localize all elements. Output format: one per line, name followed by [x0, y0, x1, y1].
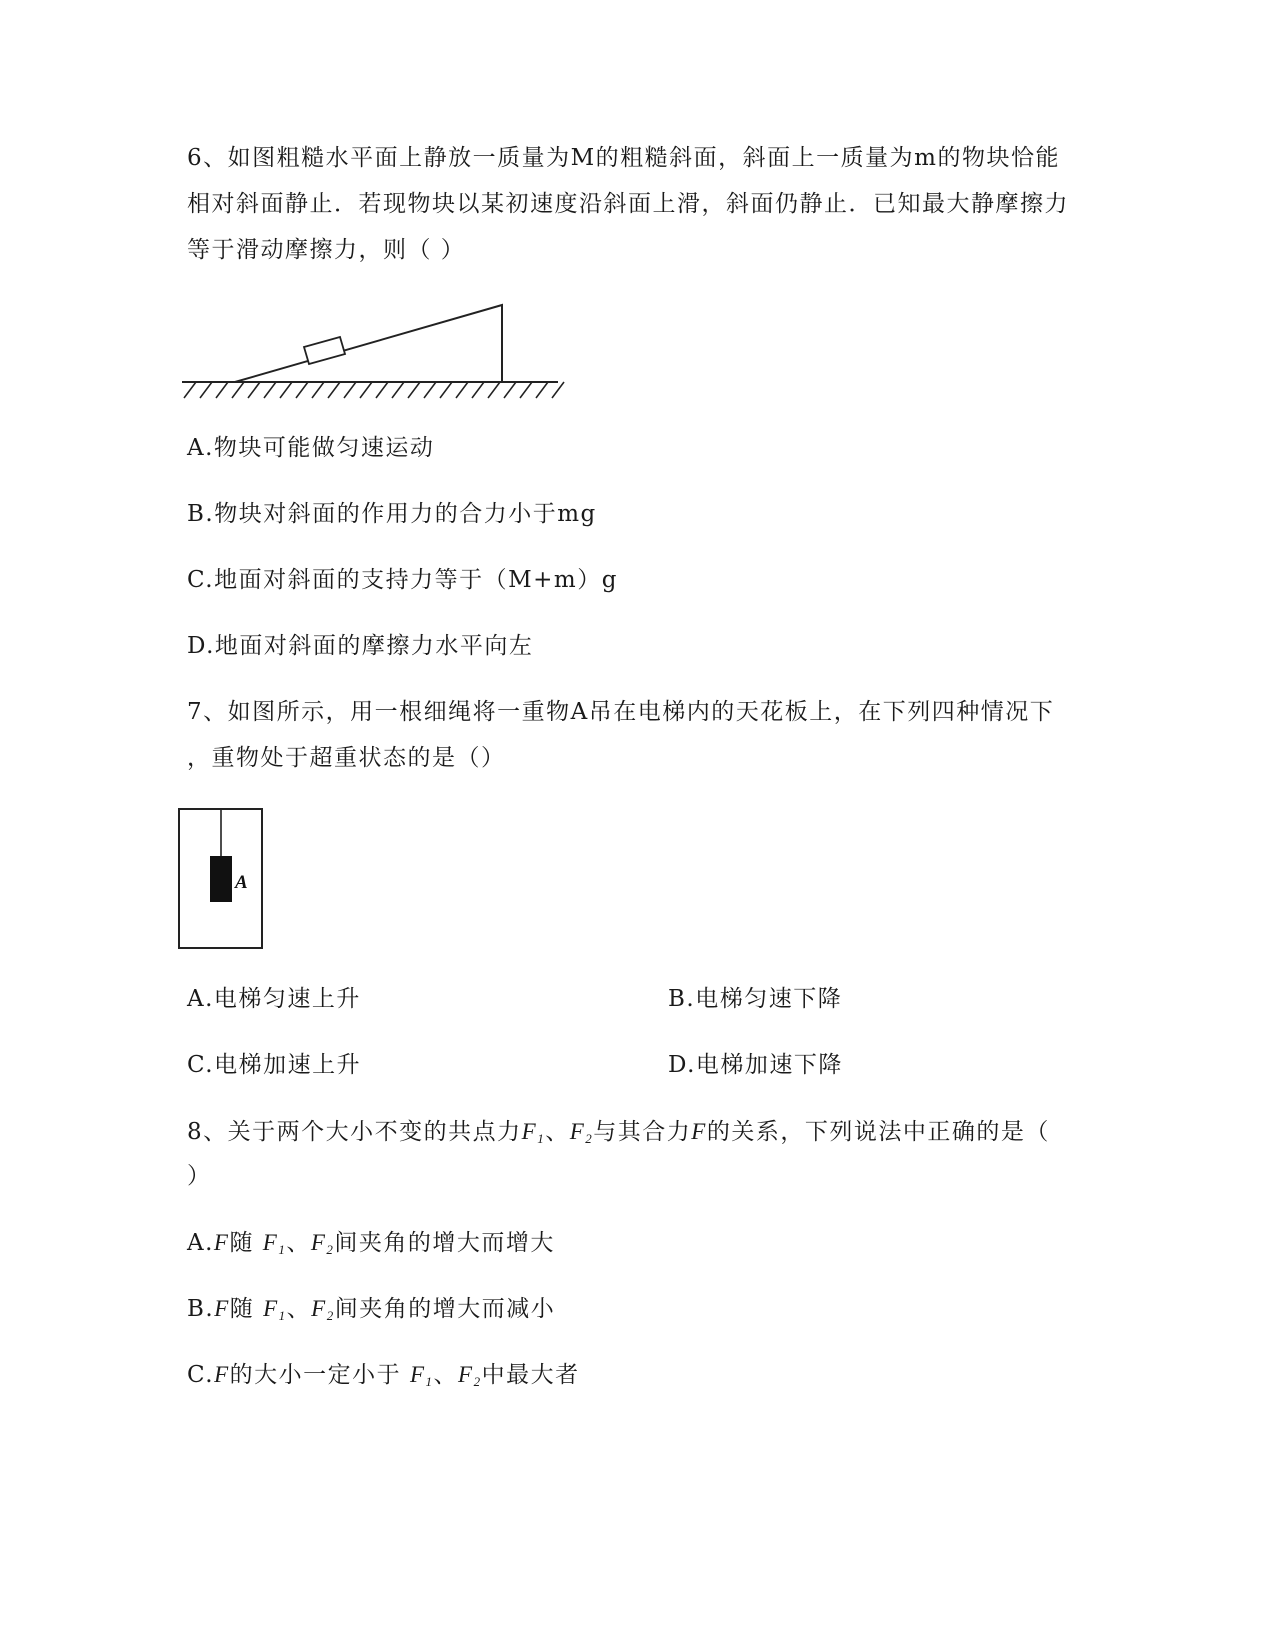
f1-subscript: 1 [537, 1131, 546, 1146]
hatch-mark [520, 382, 532, 398]
f1-subscript: 1 [278, 1242, 287, 1257]
sliding-block [304, 337, 345, 364]
f-symbol: F [214, 1296, 230, 1321]
f1-subscript: 1 [425, 1374, 434, 1389]
q6-option-d: D.地面对斜面的摩擦力水平向左 [187, 633, 534, 659]
hatch-mark [392, 382, 404, 398]
hatch-mark [344, 382, 356, 398]
hatch-mark [200, 382, 212, 398]
weight-label: A [235, 872, 248, 893]
option-text: 随 [229, 1230, 254, 1256]
q6-stem-line3: 等于滑动摩擦力，则（ ） [187, 237, 466, 263]
f1-subscript: 1 [278, 1308, 287, 1323]
f2-base: F [310, 1230, 327, 1255]
hatch-mark [312, 382, 324, 398]
f1-symbol [263, 1296, 287, 1321]
q6-option-c: C.地面对斜面的支持力等于（M+m）g [187, 567, 618, 593]
f2-subscript: 2 [585, 1131, 594, 1146]
q8-stem-part-a: 8、关于两个大小不变的共点力 [187, 1119, 522, 1145]
f2-symbol [311, 1296, 335, 1321]
hatch-mark [488, 382, 500, 398]
f1-base: F [263, 1296, 279, 1321]
option-text: 间夹角的增大而减小 [334, 1296, 556, 1322]
q8-stem-part-b: 与其合力 [593, 1119, 692, 1145]
hatch-mark [328, 382, 340, 398]
f2-base: F [569, 1119, 586, 1144]
option-text: 中最大者 [481, 1362, 580, 1388]
f1-base: F [521, 1119, 538, 1144]
hatch-mark [248, 382, 260, 398]
q7-option-d: D.电梯加速下降 [668, 1052, 843, 1078]
q8-stem-line2: ） [187, 1163, 212, 1189]
hatch-mark [456, 382, 468, 398]
f2-symbol [458, 1362, 482, 1387]
q8-option-b [187, 1294, 555, 1331]
f2-subscript: 2 [473, 1374, 482, 1389]
q8-stem-line1 [187, 1117, 1050, 1154]
q6-option-a: A.物块可能做匀速运动 [187, 435, 435, 461]
separator: 、 [545, 1119, 570, 1145]
hanging-weight [210, 856, 232, 902]
f1-symbol [410, 1362, 434, 1387]
q6-stem-line1: 6、如图粗糙水平面上静放一质量为M的粗糙斜面，斜面上一质量为m的物块恰能 [187, 145, 1060, 171]
incline-figure [180, 300, 560, 405]
f1-symbol [263, 1230, 287, 1255]
ground-hatching [184, 382, 564, 398]
f2-base: F [311, 1296, 327, 1321]
hatch-mark [280, 382, 292, 398]
hatch-mark [424, 382, 436, 398]
elevator-figure [178, 808, 268, 953]
hatch-mark [184, 382, 196, 398]
f2-symbol [311, 1230, 335, 1255]
hatch-mark [536, 382, 548, 398]
f1-symbol [522, 1119, 546, 1144]
q6-option-b: B.物块对斜面的作用力的合力小于mg [187, 501, 597, 527]
q8-option-c [187, 1360, 580, 1397]
separator: 、 [286, 1296, 312, 1322]
q7-stem-line2: ，重物处于超重状态的是（） [187, 745, 506, 771]
hatch-mark [360, 382, 372, 398]
option-prefix: A. [187, 1230, 214, 1256]
option-prefix: B. [187, 1296, 215, 1322]
f2-base: F [458, 1362, 474, 1387]
hatch-mark [216, 382, 228, 398]
f-symbol: F [214, 1362, 230, 1387]
hatch-mark [264, 382, 276, 398]
f2-subscript: 2 [326, 1308, 335, 1323]
q7-stem-line1: 7、如图所示，用一根细绳将一重物A吊在电梯内的天花板上，在下列四种情况下 [187, 699, 1055, 725]
hatch-mark [504, 382, 516, 398]
f2-symbol [570, 1119, 594, 1144]
f-symbol: F [691, 1119, 707, 1144]
hatch-mark [232, 382, 244, 398]
separator: 、 [433, 1362, 459, 1388]
hatch-mark [296, 382, 308, 398]
f2-subscript: 2 [326, 1242, 335, 1257]
q8-stem-part-c: 的关系，下列说法中正确的是（ [706, 1119, 1050, 1145]
q7-option-c: C.电梯加速上升 [187, 1052, 362, 1078]
q7-option-a: A.电梯匀速上升 [187, 986, 361, 1012]
option-text: 随 [229, 1296, 255, 1322]
hatch-mark [472, 382, 484, 398]
f-symbol: F [213, 1230, 230, 1255]
separator: 、 [286, 1230, 311, 1256]
hatch-mark [552, 382, 564, 398]
q7-option-b: B.电梯匀速下降 [668, 986, 843, 1012]
incline-wedge [235, 305, 502, 382]
f1-base: F [409, 1362, 426, 1387]
hatch-mark [440, 382, 452, 398]
q6-stem-line2: 相对斜面静止．若现物块以某初速度沿斜面上滑，斜面仍静止．已知最大静摩擦力 [187, 191, 1069, 217]
q8-option-a [187, 1228, 555, 1265]
option-text: 间夹角的增大而增大 [334, 1230, 555, 1256]
hatch-mark [408, 382, 420, 398]
hatch-mark [376, 382, 388, 398]
option-text: 的大小一定小于 [229, 1362, 402, 1388]
option-prefix: C. [187, 1362, 215, 1388]
f1-base: F [262, 1230, 279, 1255]
